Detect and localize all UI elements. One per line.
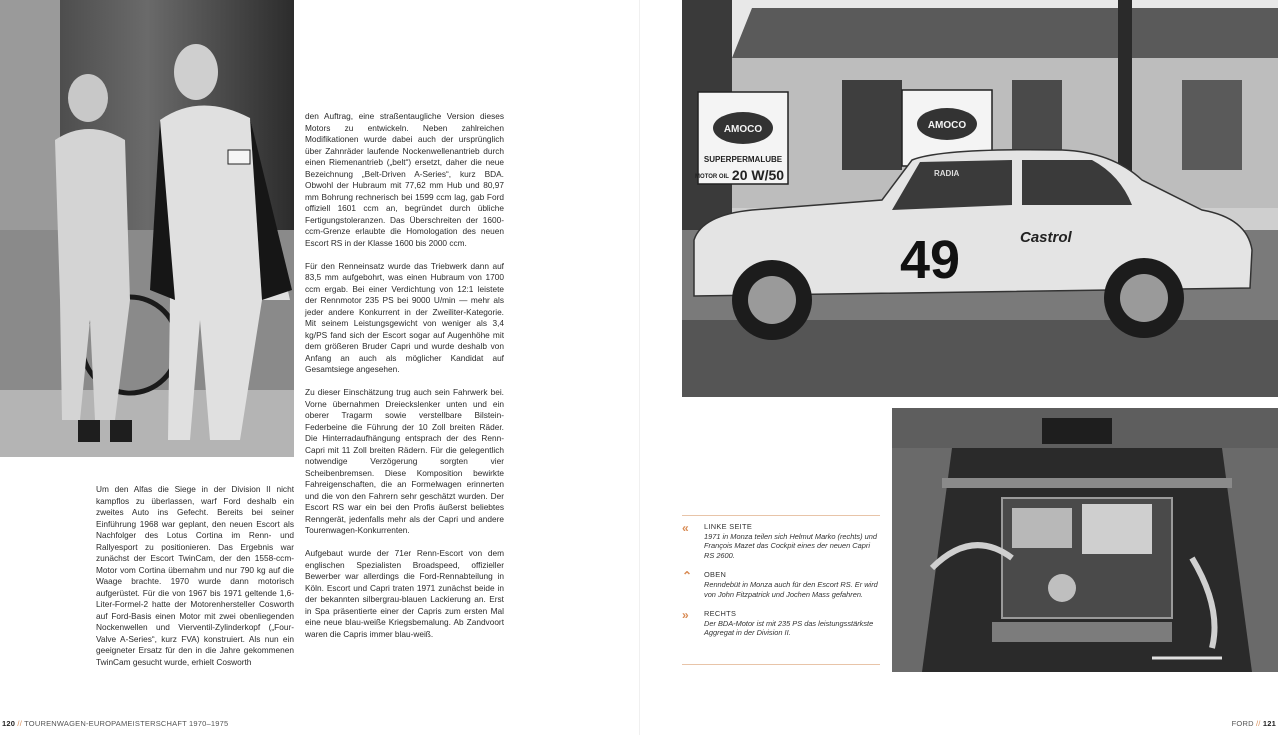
sign-left-sub: MOTOR OIL <box>695 174 729 180</box>
race-car-illustration <box>682 0 1278 397</box>
caption-text: 1971 in Monza teilen sich Helmut Marko (rechts) und François Mazet das Cockpit eines der neuen Capri RS 2600. <box>704 531 877 560</box>
folio-separator: // <box>1256 719 1261 728</box>
sign-right-brand: AMOCO <box>927 120 967 131</box>
sign-left-product: SUPERPERMALUBE <box>703 155 783 164</box>
caption-right <box>682 609 880 638</box>
double-chevron-left-icon: « <box>682 521 689 535</box>
sign-left-brand: AMOCO <box>723 124 763 135</box>
gutter <box>639 0 640 735</box>
windshield-banner: RADIA <box>934 169 960 178</box>
paragraph: Zu dieser Einschätzung trug auch sein Fahrwerk bei. Vorne übernahmen Dreieckslenker unten und ein oberer Tragarm sowie verstellbare Bilstein-Federbeine die Führung der 10 Zoll breiten Räder. Die Hinterradaufhängung entsprach der des Renn-Capri mit 11 Zoll breiten Rädern. Für die gelegentlich notwendige Verzögerung sorgten vier Scheibenbremsen. Diese Komposition bewirkte Fahreigenschaften, die an Formelwagen erinnerten und die von den Fahrern sehr geschätzt wurden. Der Escort RS war ein bei den Profis äußerst beliebtes Renngerät, jedenfalls mehr als der Capri und andere Tourenwagen-Konkurrenten. <box>305 387 504 535</box>
double-chevron-right-icon: » <box>682 608 689 623</box>
sign-left-grade: 20 W/50 <box>731 167 785 183</box>
folio-right <box>1232 719 1276 728</box>
caption-text: Der BDA-Motor ist mit 235 PS das leistungsstärkste Aggregat in der Division II. <box>704 618 874 638</box>
race-number: 49 <box>900 230 961 290</box>
folio-separator: // <box>17 719 22 728</box>
folio-left <box>2 719 228 728</box>
paragraph: Aufgebaut wurde der 71er Renn-Escort von dem englischen Spezialisten Broadspeed, offizieller Bewerber war allerdings die Ford-Rennabteilung in Köln. Escort und Capri traten 1971 zunächst beide in der bekannten silbergrau-blauen Lackierung an. Erst in Spa präsentierte einer der Capris zum ersten Mal eine neue blau-weiße Kriegsbemalung. Ab Zandvoort waren die Capris immer blau-weiß. <box>305 548 504 639</box>
page-number-left: 120 <box>2 719 16 728</box>
photo-race-car <box>682 0 1278 397</box>
photo-engine <box>892 408 1278 672</box>
paragraph: den Auftrag, eine straßentaugliche Version dieses Motors zu entwickeln. Neben zahlreichen Modifikationen wurde dabei auch der ursprünglich über Zahnräder laufende Nockenwellenantrieb durch einen Riemenantrieb („belt“) ersetzt, daher die neue Bezeichnung „Belt-Driven A-Series“, kurz BDA. Obwohl der Hubraum mit 77,62 mm Hub und 80,97 mm Bohrung rechnerisch bei 1599 ccm lag, gab Ford offiziell 1601 ccm an, begründet durch übliche Fertigungstoleranzen. Das Überschreiten der 1600-ccm-Grenze erlaubte die Homologation des neuen Escort RS in der Klasse 1600 bis 2000 ccm. <box>305 111 504 248</box>
caption-heading: LINKE SEITE <box>704 522 753 531</box>
paragraph: Um den Alfas die Siege in der Division II nicht kampflos zu überlassen, warf Ford deshalb ein zweites Auto ins Gefecht. Bereits bei seiner Einführung 1968 war geplant, den neuen Escort als Nachfolger des Lotus Cortina im Renn- und Rallyesport zu positionieren. Das Ergebnis war zunächst der Escort TwinCam, der den 1558-ccm-Motor vom Cortina übernahm und nur 790 kg auf die Waage brachte. 1970 wurde dann motorisch aufgerüstet. Für die von 1967 bis 1971 geltende 1,6-Liter-Formel-2 hatte der Motorenhersteller Cosworth auf Ford-Basis einen Motor mit zwei obenliegenden Nockenwellen und Vierventil-Zylinderkopf („Four-Valve A-Series“, kurz FVA) konstruiert. Als nun ein geeigneter Ersatz für den in die Jahre gekommenen TwinCam gesucht wurde, erhielt Cosworth <box>96 484 294 667</box>
caption-heading: OBEN <box>704 570 727 580</box>
page-number-right: 121 <box>1262 719 1276 728</box>
caption-text: Renndebüt in Monza auch für den Escort RS. Er wird von John Fitzpatrick und Jochen Mass gefahren. <box>704 579 878 599</box>
caption-heading: RECHTS <box>704 609 737 619</box>
caption-top <box>682 570 880 599</box>
text-column-middle <box>305 111 504 652</box>
double-chevron-up-icon: ⌃ <box>682 569 693 584</box>
text-column-left <box>96 484 294 680</box>
paragraph: Für den Renneinsatz wurde das Triebwerk dann auf 83,5 mm aufgebohrt, was einen Hubraum von 1700 ccm ergab. Bei einer Verdichtung von 12:1 leistete der Rennmotor 235 PS bei 9000 U/min — mehr als jeder andere Konkurrent in der Zweiliter-Kategorie. Mit seinem Leistungsgewicht von weniger als 3,4 kg/PS fand sich der Escort sogar auf Augenhöhe mit dem größeren Bruder Capri und wurde deshalb von Anfang an auch als möglicher Kandidat auf Gesamtsiege angesehen. <box>305 260 504 374</box>
running-title-left: TOURENWAGEN-EUROPAMEISTERSCHAFT 1970–1975 <box>24 719 229 728</box>
photo-drivers <box>0 0 294 457</box>
photo-captions <box>682 515 880 665</box>
amoco-sign-left <box>695 92 788 184</box>
drivers-illustration <box>0 0 294 457</box>
caption-left-page <box>682 522 880 560</box>
running-title-right: FORD <box>1231 719 1254 728</box>
sponsor-decal: Castrol <box>1020 229 1072 246</box>
engine-illustration <box>892 408 1278 672</box>
